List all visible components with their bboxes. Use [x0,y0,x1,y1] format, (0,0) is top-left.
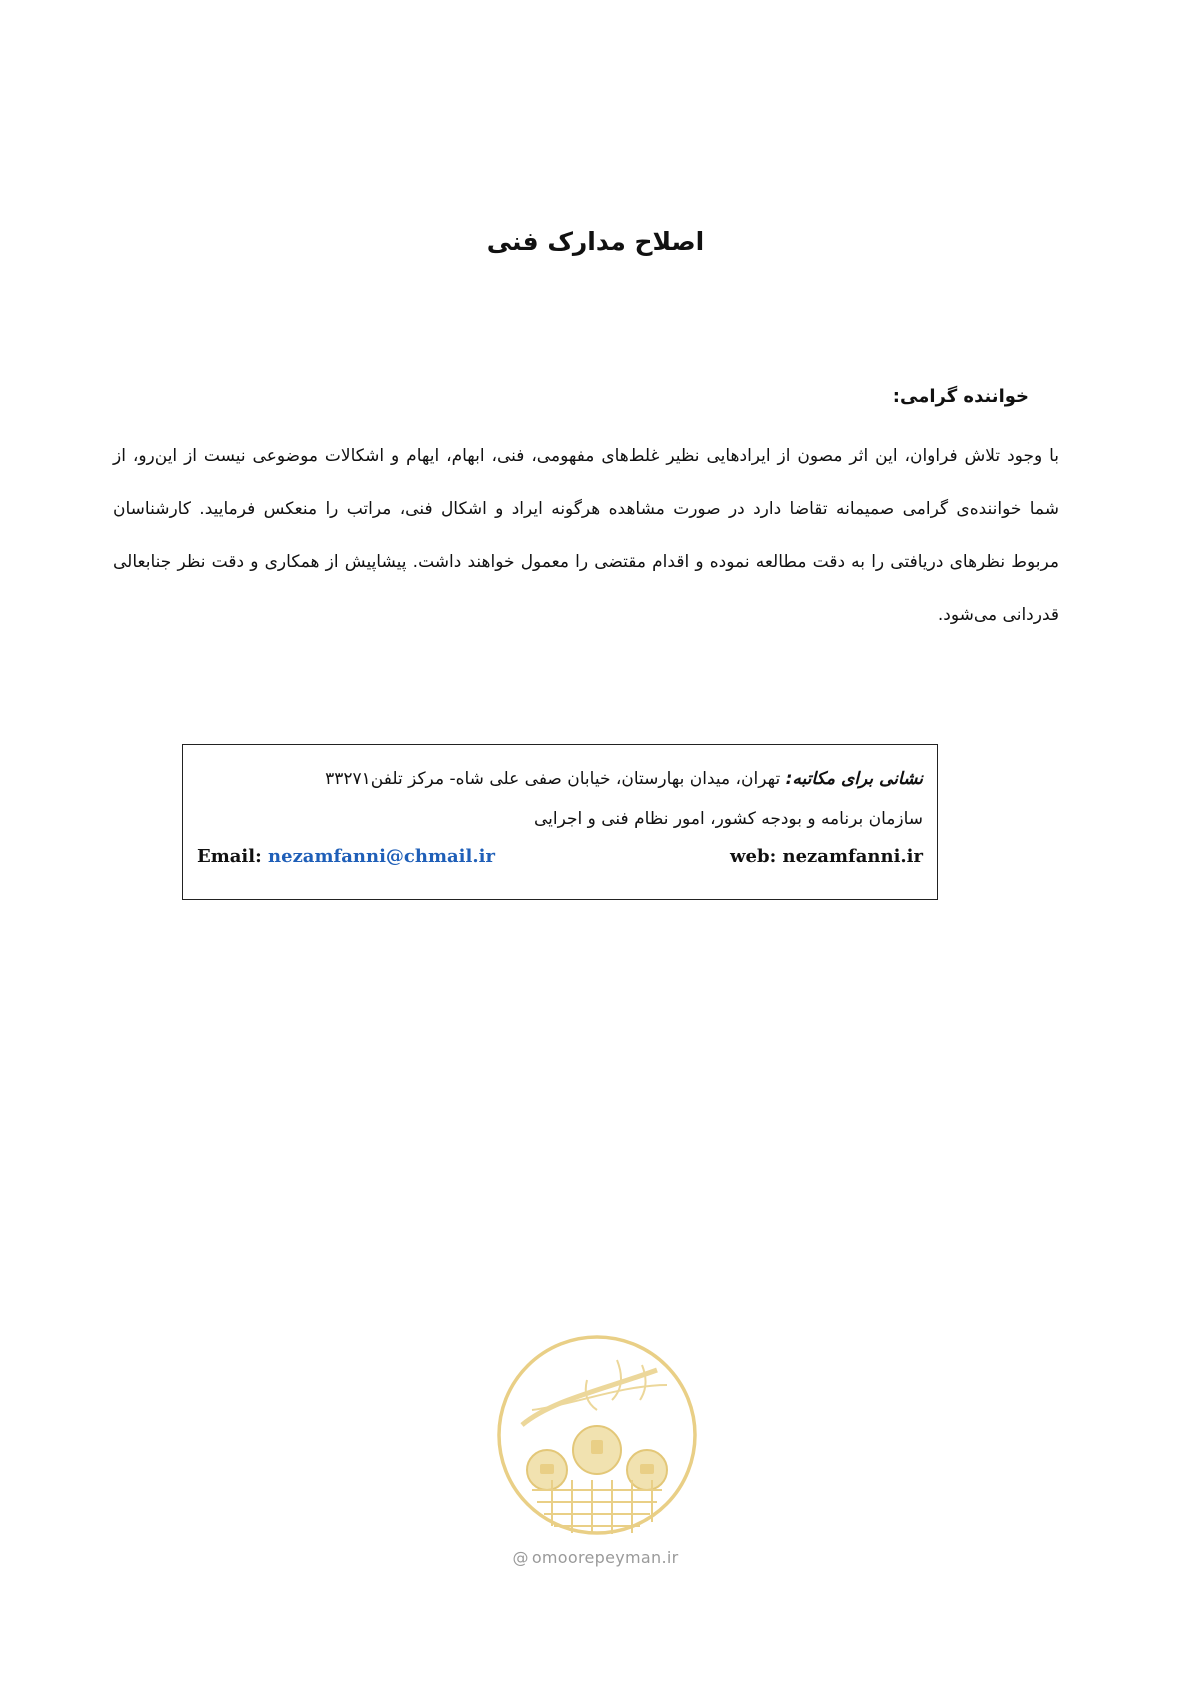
contact-address: تهران، میدان بهارستان، خیابان صفی علی شاه- مرکز تلفن۳۳۲۷۱ [325,769,781,789]
greeting: خواننده گرامی: [892,386,1029,407]
contact-links [197,839,923,875]
email-entry [197,839,495,875]
web-entry [730,839,923,875]
contact-box [182,744,938,900]
body-paragraph: با وجود تلاش فراوان، این اثر مصون از ایرادهایی نظیر غلط‌های مفهومی، فنی، ابهام، ایهام و اشکالات موضوعی نیست از این‌رو، از شما خواننده‌ی گرامی صمیمانه تقاضا دارد در صورت مشاهده هرگونه ایراد و اشکال فنی، مراتب را منعکس فرمایید. کارشناسان مربوط نظرهای دریافتی را به دقت مطالعه نموده و اقدام مقتضی را معمول خواهند داشت. پیشاپیش از همکاری و دقت نظر جنابعالی قدردانی می‌شود. [113,446,1059,625]
contact-address-line-1 [197,759,923,799]
web-label: web: [730,846,777,867]
footer-site [0,1548,1191,1567]
contact-address-line-2: سازمان برنامه و بودجه کشور، امور نظام فنی و اجرایی [533,809,923,829]
at-sign-icon: @ [512,1548,529,1567]
page-title: اصلاح مدارک فنی [486,227,705,256]
email-label: Email: [197,846,262,867]
email-link[interactable]: nezamfanni@chmail.ir [268,846,495,867]
footer-site-text: omoorepeyman.ir [531,1548,679,1567]
omoorepeyman-logo-watermark [492,1330,702,1540]
web-link[interactable]: nezamfanni.ir [782,846,923,867]
contact-label: نشانی برای مکاتبه: [785,769,923,789]
